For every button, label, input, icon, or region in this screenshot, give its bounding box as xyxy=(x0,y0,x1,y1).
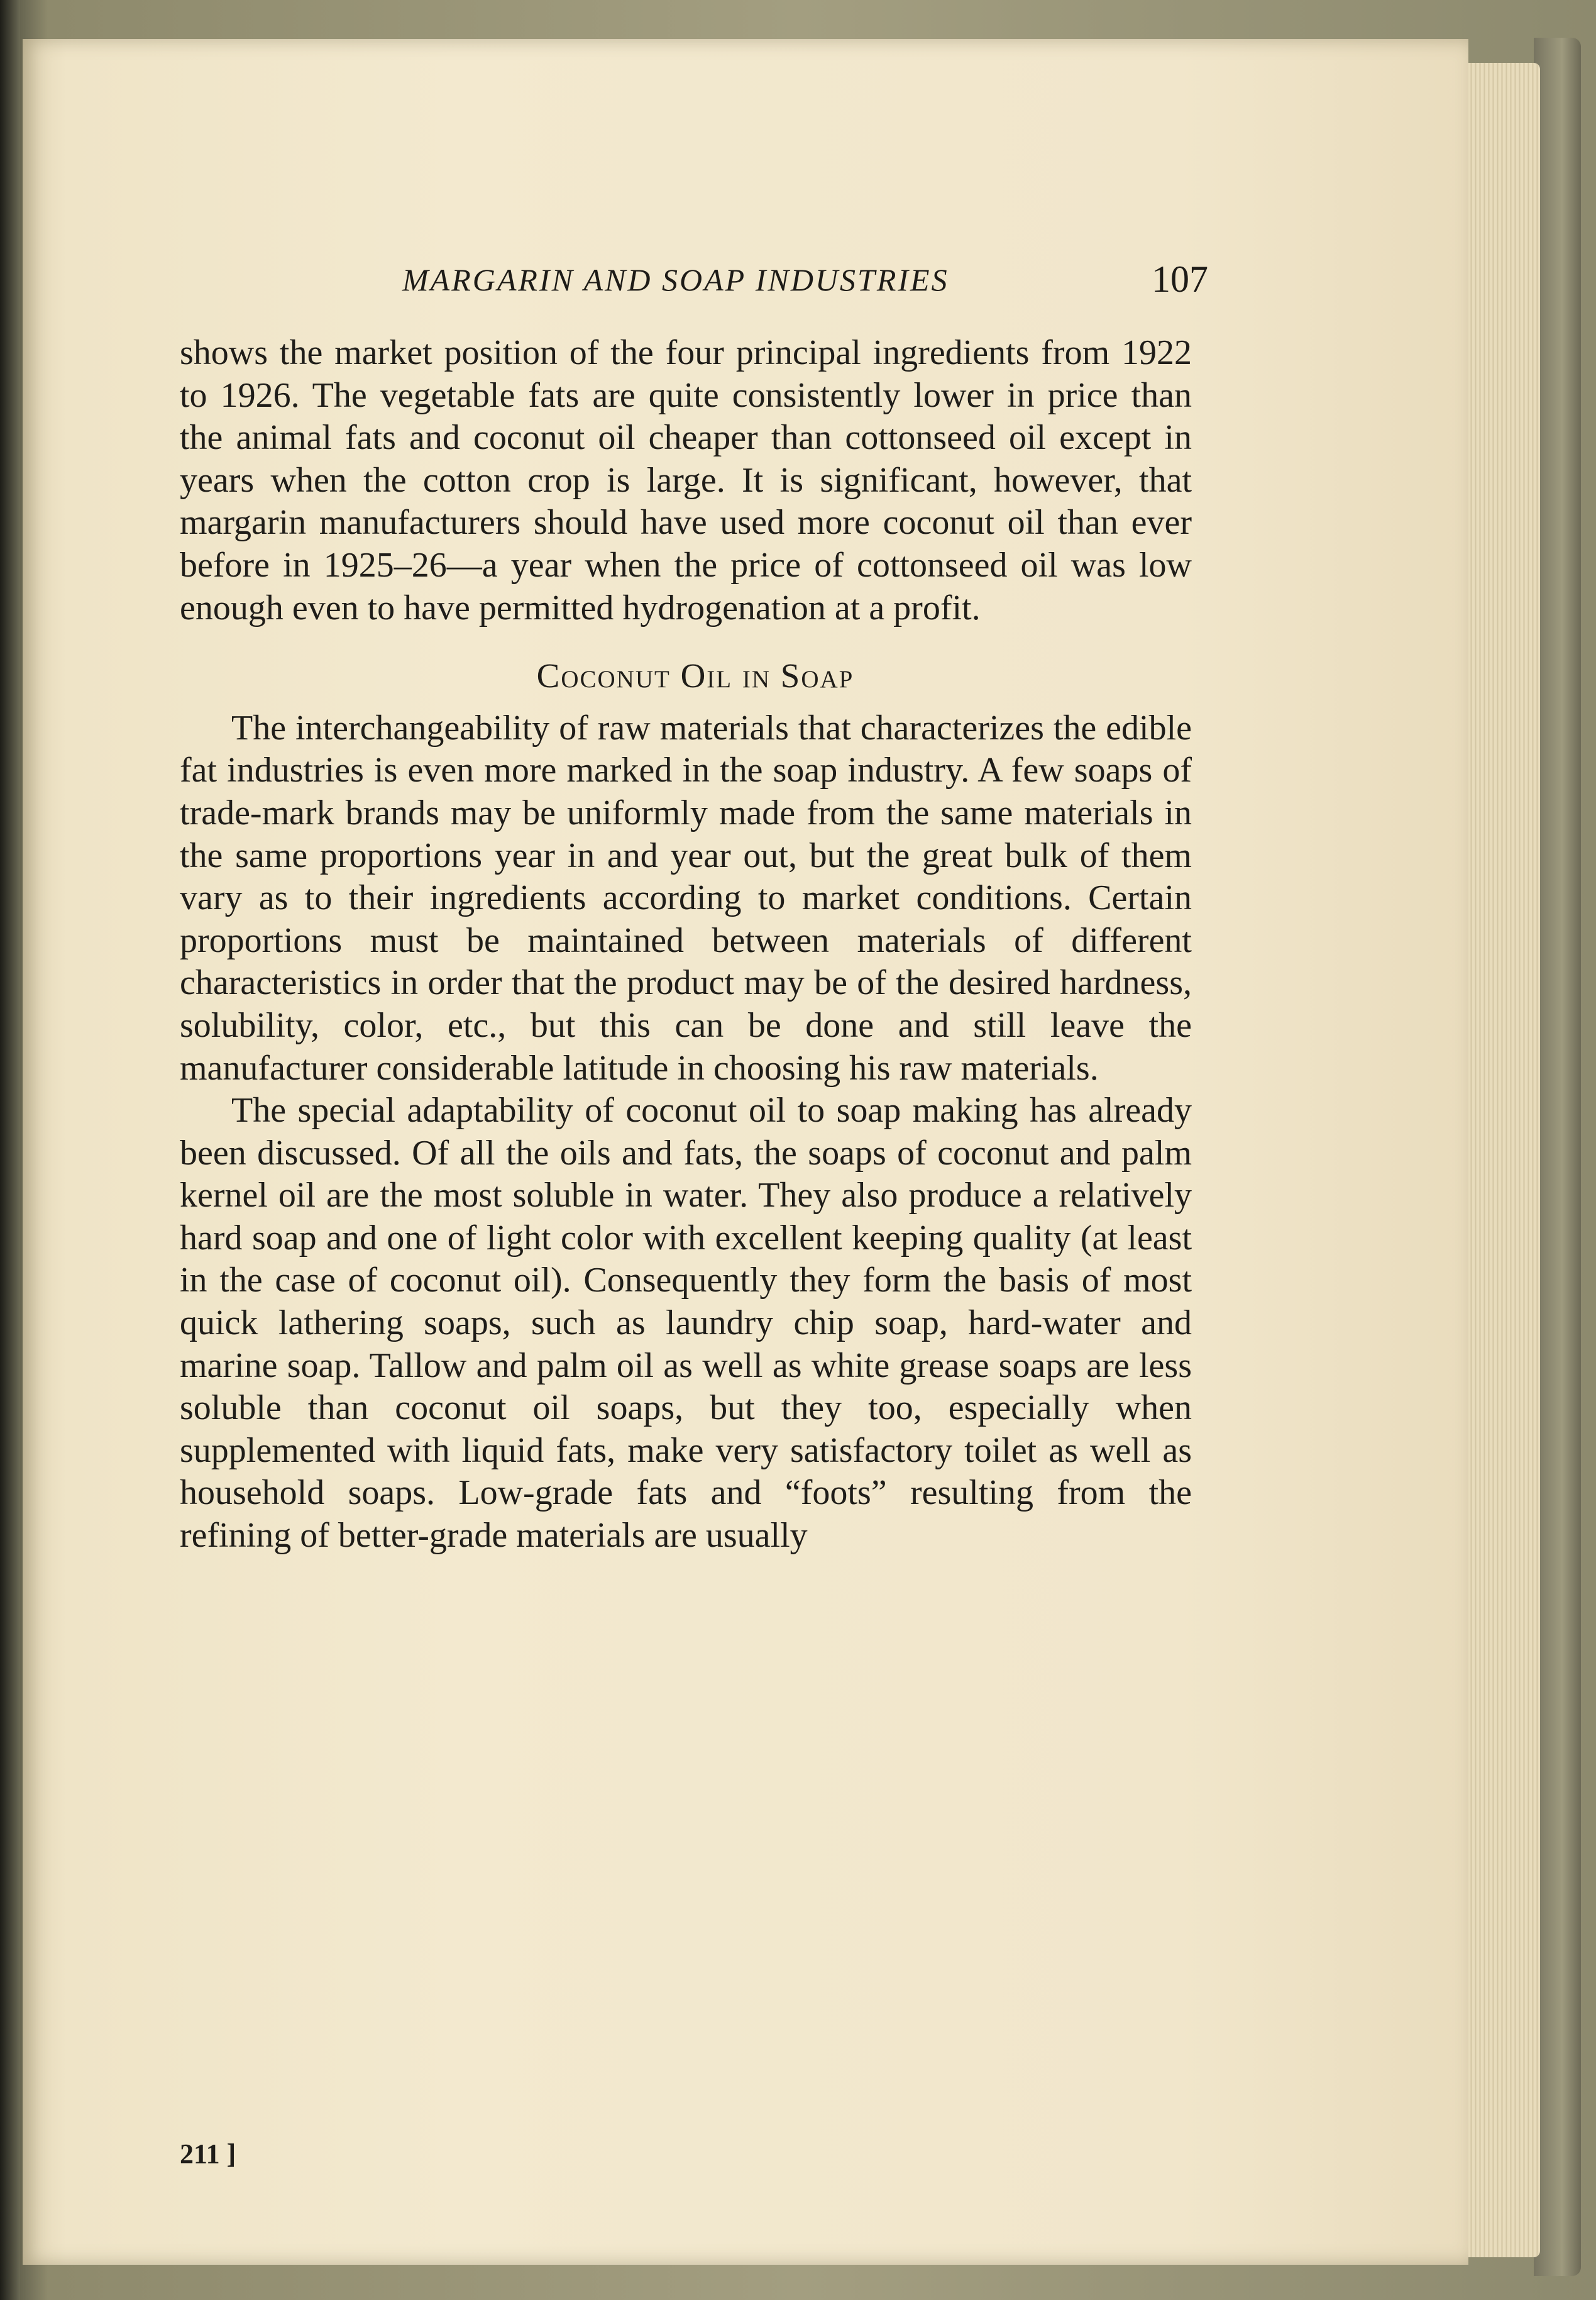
signature-mark: 211 ] xyxy=(180,2138,236,2169)
spine-shadow xyxy=(0,0,20,2300)
section-heading: Coconut Oil in Soap xyxy=(536,656,854,695)
paragraph-3: The special adaptability of coconut oil to soap making has already been discussed. Of all the oils and fats, the soaps of coconut and palm kernel oil are the most soluble in water. They also produce a relatively hard soap and one of light color with excellent keeping quality (at least in the case of coconut oil). Consequently they form the basis of most quick lathering soaps, such as laundry chip soap, hard-water and marine soap. Tallow and palm oil as well as white grease soaps are less soluble than coconut oil soaps, but they too, especially when supplemented with liquid fats, make very satisfactory toilet as well as household soaps. Low-grade fats and “foots” resulting from the refining of better-grade materials are usually xyxy=(180,1091,1192,1556)
paragraph-1: shows the market position of the four principal ingredients from 1922 to 1926. The vegetable fats are quite consistently lower in price than the animal fats and coconut oil cheaper than cottonseed oil except in years when the cotton crop is large. It is significant, however, that margarin manufacturers should have used more coconut oil than ever before in 1925–26—a year when the price of cottonseed oil was low enough even to have permitted hydrogenation at a profit. xyxy=(180,333,1192,628)
page-number: 107 xyxy=(1152,258,1208,300)
page-header xyxy=(0,258,1596,308)
back-cover-edge xyxy=(1534,38,1581,2276)
body-text xyxy=(180,332,1192,1557)
running-head: MARGARIN AND SOAP INDUSTRIES xyxy=(402,262,949,297)
paragraph-2: The interchangeability of raw materials that characterizes the edible fat industries is even more marked in the soap industry. A few soaps of trade-mark brands may be uniformly made from the same materials in the same proportions year in and year out, but the great bulk of them vary as to their ingredients according to market conditions. Certain proportions must be maintained between materials of different characteristics in order that the product may be of the desired hardness, solubility, color, etc., but this can be done and still leave the manufacturer considerable latitude in choosing his raw materials. xyxy=(180,708,1192,1088)
